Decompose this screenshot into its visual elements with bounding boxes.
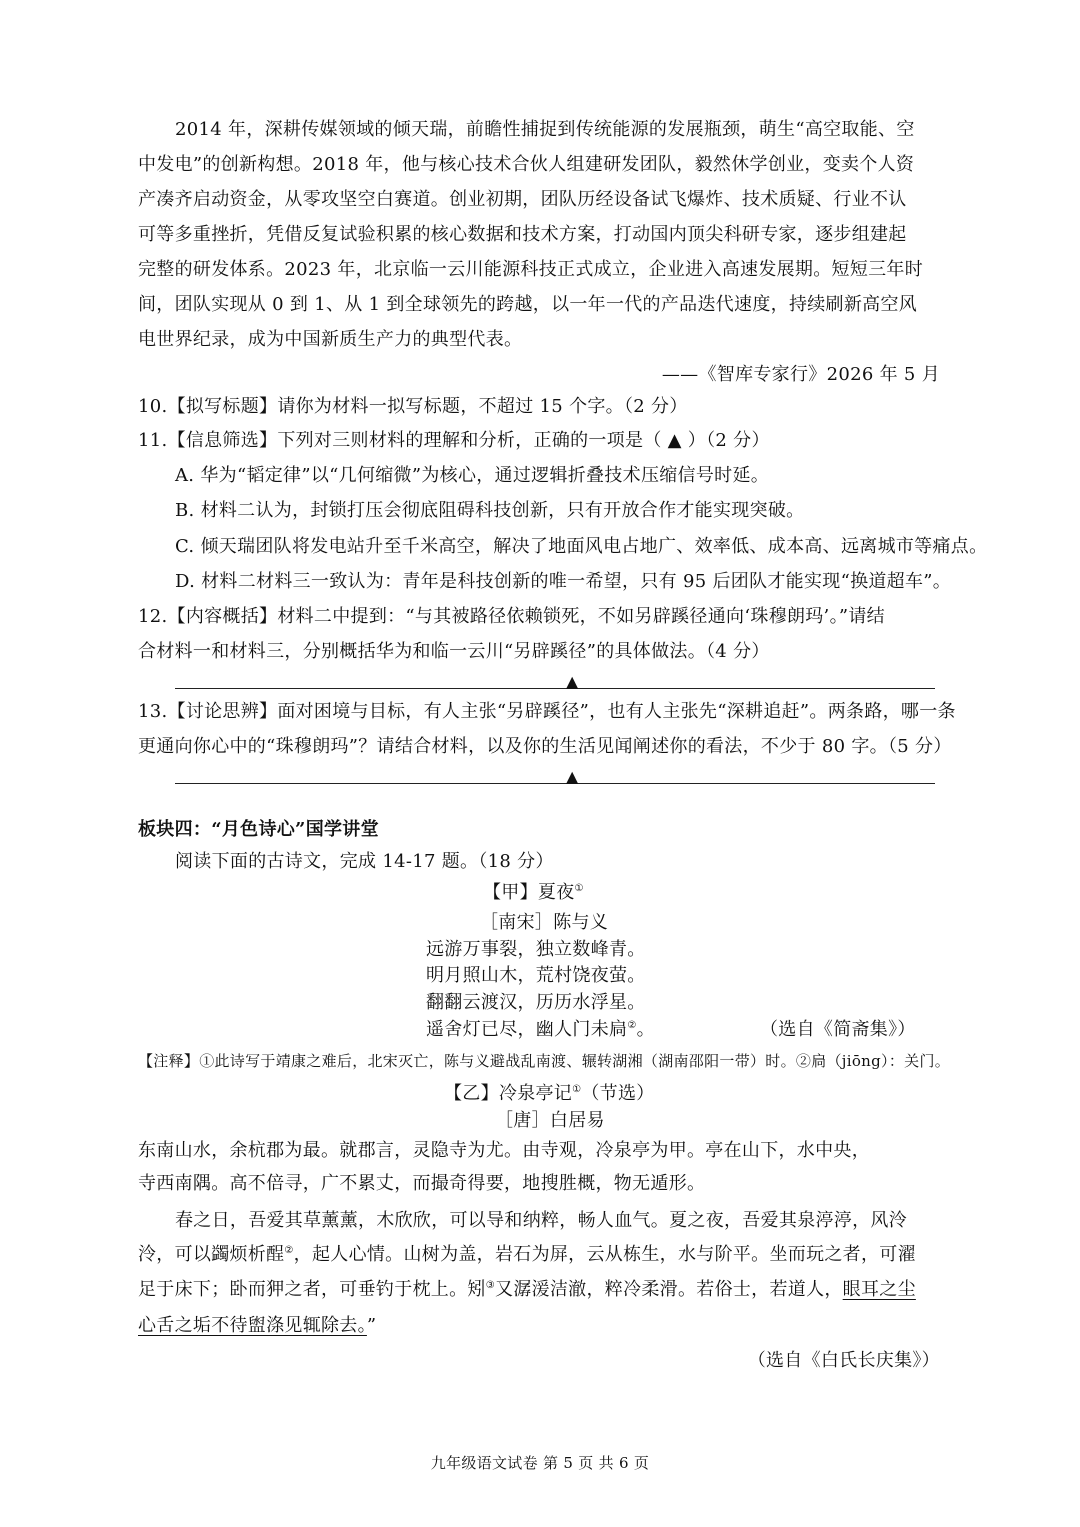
section-4-title: 板块四：“月色诗心”国学讲堂 bbox=[138, 819, 379, 840]
prose-para2-line-2 bbox=[138, 1243, 916, 1267]
prose-author: ［唐］白居易 bbox=[495, 1110, 605, 1131]
answer-line-12[interactable] bbox=[175, 688, 935, 689]
material3-line-1: 2014 年，深耕传媒领域的倾天瑞，前瞻性捕捉到传统能源的发展瓶颈，萌生“高空取能、空 bbox=[175, 119, 915, 140]
prose-para2-line-4 bbox=[138, 1314, 376, 1338]
prose-title-text: 【乙】冷泉亭记 bbox=[444, 1083, 573, 1104]
material3-line-5: 完整的研发体系。2023 年，北京临一云川能源科技正式成立，企业进入高速发展期。短短三年时 bbox=[138, 259, 924, 280]
prose-para1-line-1: 东南山水，余杭郡为最。就郡言，灵隐寺为尤。由寺观，冷泉亭为甲。亭在山下，水中央， bbox=[138, 1140, 870, 1161]
poem-line-4-end: 。 bbox=[636, 1019, 655, 1040]
question-10: 10.【拟写标题】请你为材料一拟写标题，不超过 15 个字。（2 分） bbox=[138, 396, 688, 417]
prose-para2-line-2a: 泠，可以蠲烦析酲 bbox=[138, 1244, 285, 1265]
material3-line-3: 产凑齐启动资金，从零攻坚空白赛道。创业初期，团队历经设备试飞爆炸、技术质疑、行业不认 bbox=[138, 189, 907, 210]
prose-underlined-sentence-part-1: 眼耳之尘 bbox=[842, 1279, 916, 1300]
answer-marker-12: ▲ bbox=[566, 672, 579, 691]
poem-source: （选自《简斋集》） bbox=[760, 1019, 916, 1040]
poem-line-3: 翻翻云渡汉，历历水浮星。 bbox=[426, 992, 646, 1013]
poem-title-text: 【甲】夏夜 bbox=[483, 882, 575, 903]
poem-line-4 bbox=[426, 1018, 655, 1042]
prose-para2-line-3b: 又潺湲洁澈，粹冷柔滑。若俗士，若道人， bbox=[494, 1279, 843, 1300]
poem-author: ［南宋］陈与义 bbox=[480, 912, 609, 933]
question-11-stem: 11.【信息筛选】下列对三则材料的理解和分析，正确的一项是（ ▲ ）（2 分） bbox=[138, 430, 770, 451]
page-footer: 九年级语文试卷 第 5 页 共 6 页 bbox=[430, 1454, 650, 1472]
poem-title bbox=[483, 881, 584, 905]
answer-line-13[interactable] bbox=[175, 783, 935, 784]
material3-line-6: 间，团队实现从 0 到 1、从 1 到全球领先的跨越，以一年一代的产品迭代速度，持续刷新高空风 bbox=[138, 294, 918, 315]
poem-line-2: 明月照山木，荒村饶夜萤。 bbox=[426, 965, 646, 986]
prose-title-note: ① bbox=[572, 1084, 582, 1095]
poem-line-4-note: ② bbox=[627, 1020, 637, 1031]
question-11-option-c: C. 倾天瑞团队将发电站升至千米高空，解决了地面风电占地广、效率低、成本高、远离城市等痛点。 bbox=[175, 536, 988, 557]
prose-title-suffix: （节选） bbox=[581, 1083, 655, 1104]
material3-line-4: 可等多重挫折，凭借反复试验积累的核心数据和技术方案，打动国内顶尖科研专家，逐步组建起 bbox=[138, 224, 907, 245]
prose-para2-note-2: ② bbox=[284, 1245, 294, 1256]
prose-para2-line-3 bbox=[138, 1278, 916, 1302]
question-11-option-b: B. 材料二认为，封锁打压会彻底阻碍科技创新，只有开放合作才能实现突破。 bbox=[175, 500, 805, 521]
question-11-option-a: A. 华为“韬定律”以“几何缩微”为核心，通过逻辑折叠技术压缩信号时延。 bbox=[175, 465, 770, 486]
prose-para2-line-4-end: ” bbox=[366, 1315, 377, 1336]
prose-para2-line-3a: 足于床下；卧而狎之者，可垂钓于枕上。矧 bbox=[138, 1279, 486, 1300]
poem-annotation: 【注释】①此诗写于靖康之难后，北宋灭亡，陈与义避战乱南渡、辗转湖湘（湖南邵阳一带）时。②扃（jiōng）：关门。 bbox=[138, 1052, 951, 1070]
prose-para1-line-2: 寺西南隅。高不倍寻，广不累丈，而撮奇得要，地搜胜概，物无遁形。 bbox=[138, 1173, 706, 1194]
question-12-line-2: 合材料一和材料三，分别概括华为和临一云川“另辟蹊径”的具体做法。（4 分） bbox=[138, 641, 770, 662]
question-13-line-2: 更通向你心中的“珠穆朗玛”？请结合材料，以及你的生活见闻阐述你的看法，不少于 80 字。（5 分） bbox=[138, 736, 952, 757]
prose-para2-note-3: ③ bbox=[485, 1280, 495, 1291]
prose-para2-line-2b: ，起人心情。山树为盖，岩石为屏，云从栋生，水与阶平。坐而玩之者，可濯 bbox=[293, 1244, 916, 1265]
poem-line-1: 远游万事裂，独立数峰青。 bbox=[426, 939, 646, 960]
section-4-intro: 阅读下面的古诗文，完成 14-17 题。（18 分） bbox=[175, 851, 554, 872]
prose-underlined-sentence-part-2: 心舌之垢不待盥涤见辄除去。 bbox=[138, 1315, 367, 1336]
poem-title-note: ① bbox=[574, 883, 584, 894]
question-13-line-1: 13.【讨论思辨】面对困境与目标，有人主张“另辟蹊径”，也有人主张先“深耕追赶”。两条路，哪一条 bbox=[138, 701, 956, 722]
answer-marker-13: ▲ bbox=[566, 767, 579, 786]
material3-source: ——《智库专家行》2026 年 5 月 bbox=[661, 364, 940, 385]
prose-para2-line-1: 春之日，吾爱其草薰薰，木欣欣，可以导和纳粹，畅人血气。夏之夜，吾爱其泉渟渟，风泠 bbox=[175, 1210, 907, 1231]
question-11-option-d: D. 材料二材料三一致认为：青年是科技创新的唯一希望，只有 95 后团队才能实现“换道超车”。 bbox=[175, 571, 952, 592]
material3-line-7: 电世界纪录，成为中国新质生产力的典型代表。 bbox=[138, 329, 523, 350]
question-12-line-1: 12.【内容概括】材料二中提到：“与其被路径依赖锁死，不如另辟蹊径通向‘珠穆朗玛’。”请结 bbox=[138, 606, 885, 627]
prose-title bbox=[444, 1082, 655, 1106]
poem-line-4-text: 遥舍灯已尽，幽人门未扃 bbox=[426, 1019, 628, 1040]
prose-source: （选自《白氏长庆集》） bbox=[747, 1350, 940, 1371]
material3-line-2: 中发电”的创新构想。2018 年，他与核心技术合伙人组建研发团队，毅然休学创业，变卖个人资 bbox=[138, 154, 915, 175]
